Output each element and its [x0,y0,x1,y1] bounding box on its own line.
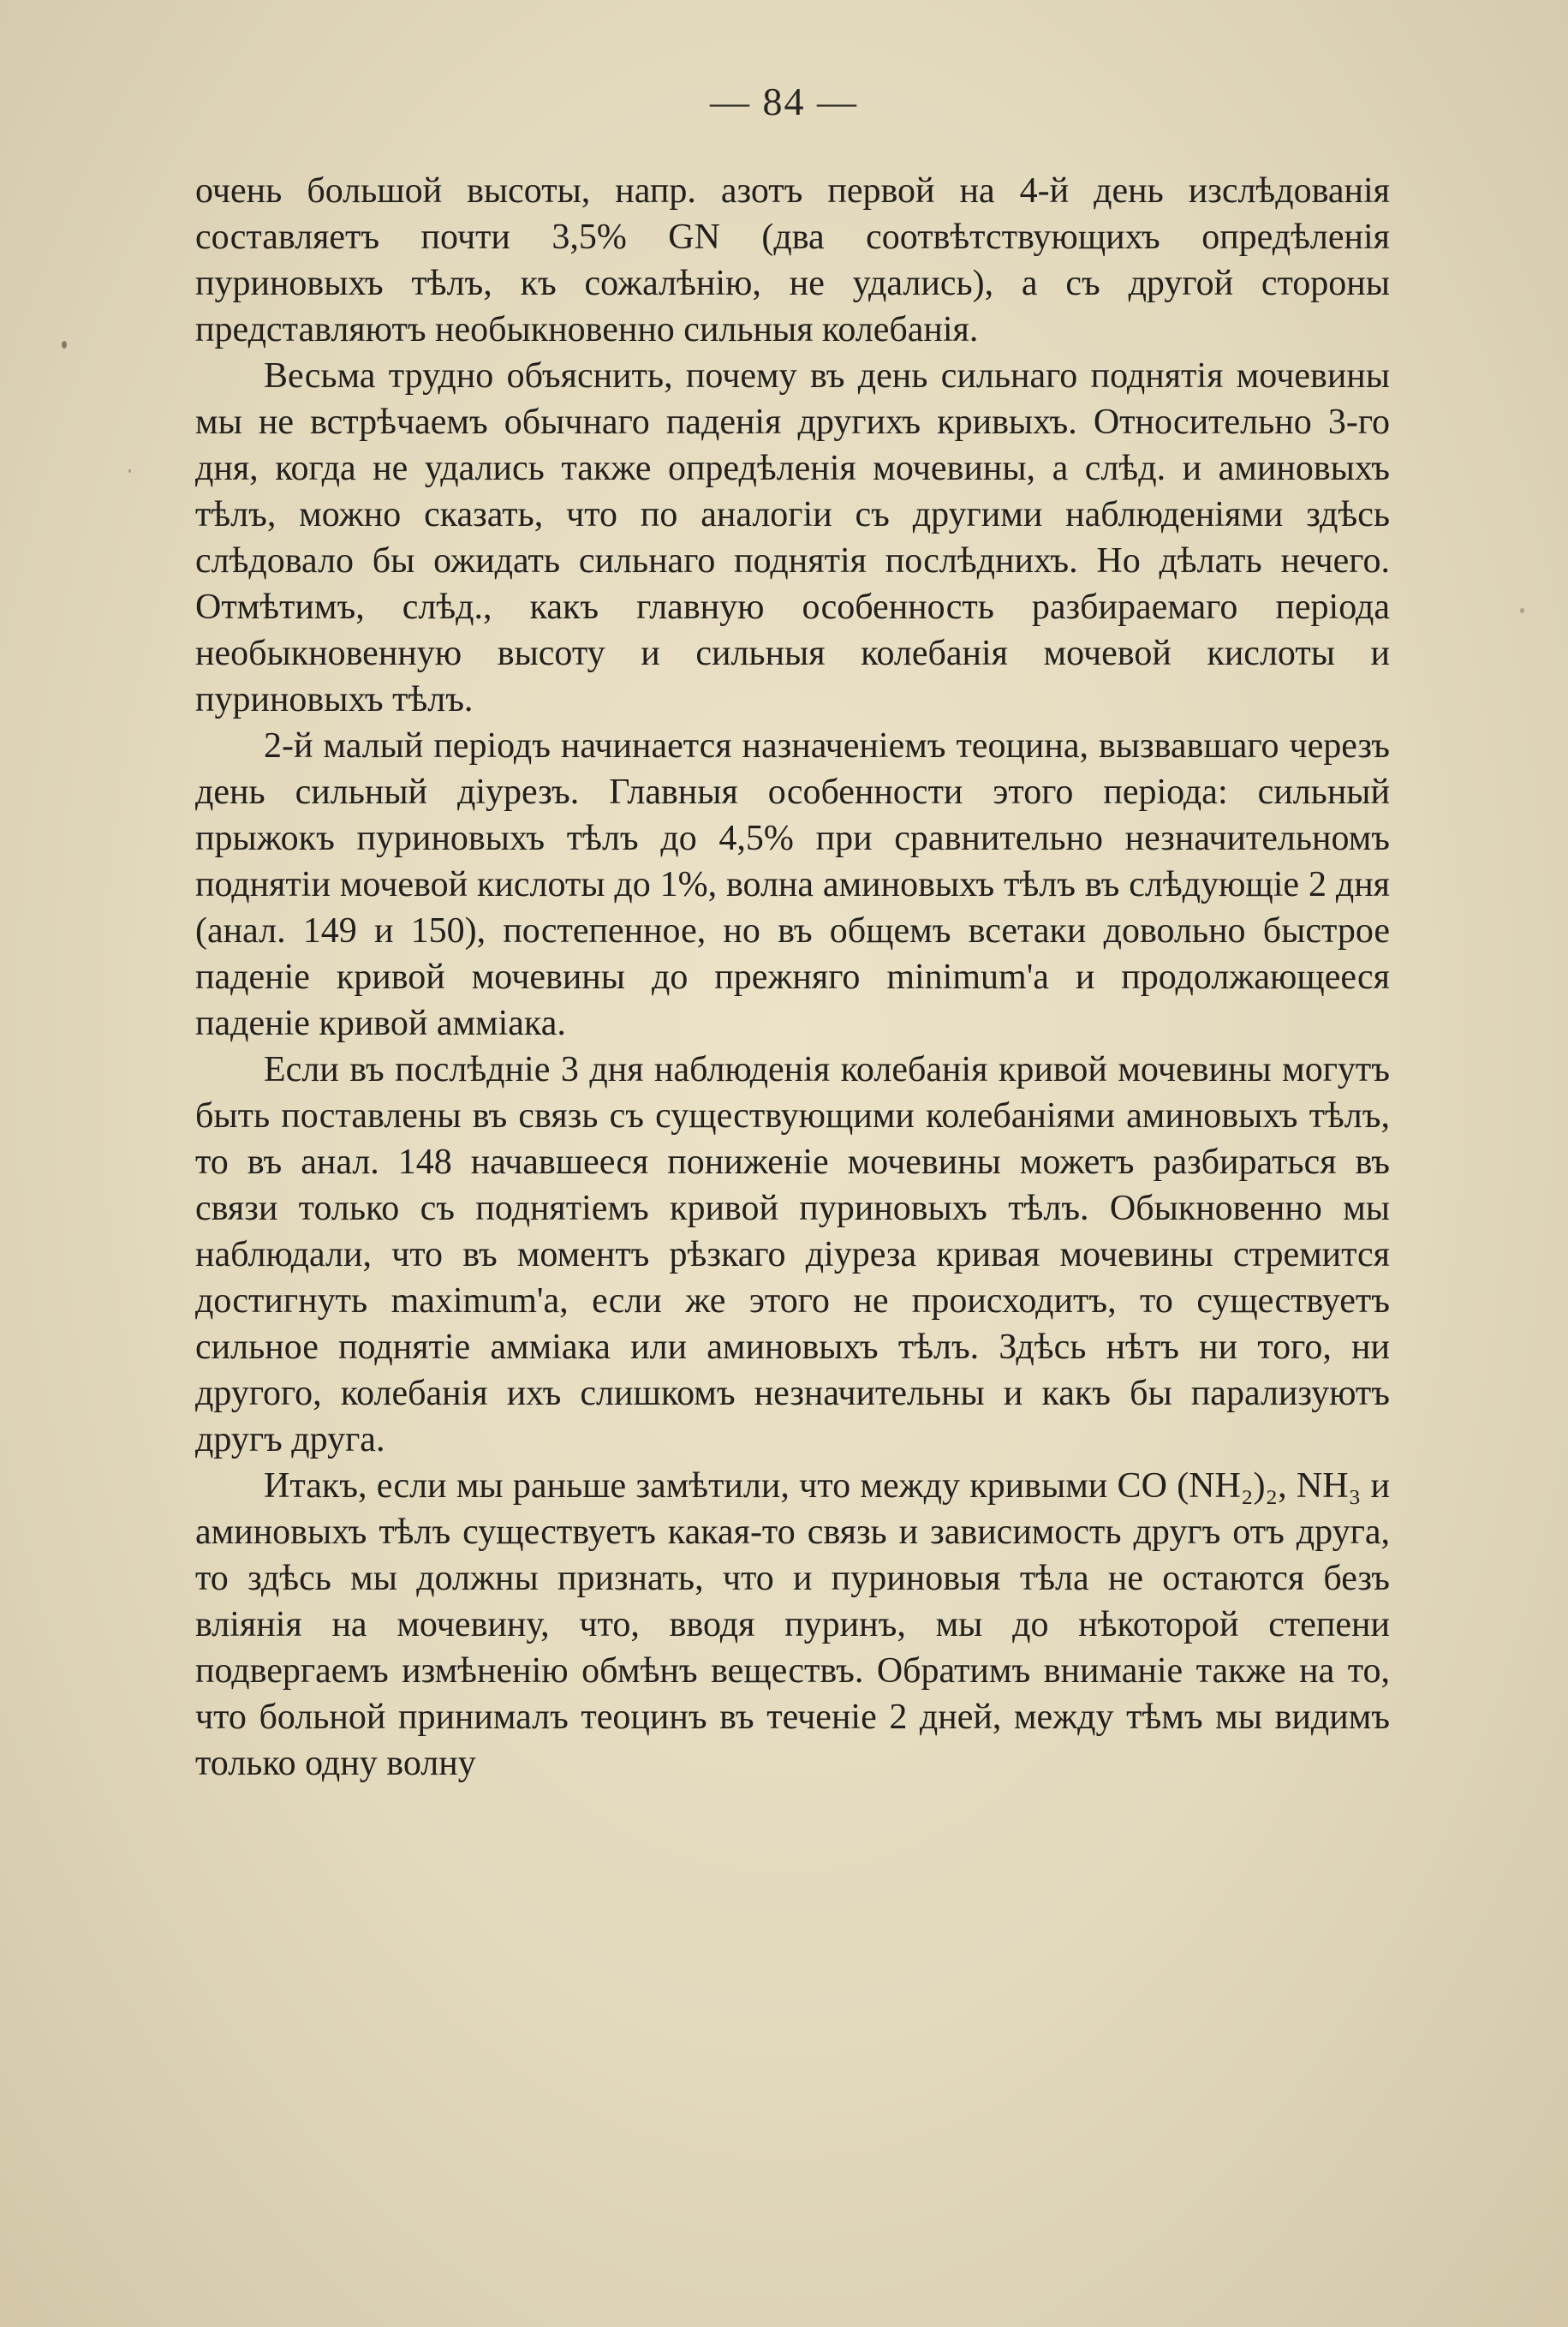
scan-speck [62,341,67,349]
paragraph-4: Если въ послѣдніе 3 дня наблюденія колебанія кривой мочевины могутъ быть поставлены въ связь съ существующими колебаніями аминовыхъ тѣлъ, то въ анал. 148 начавшееся пониженіе мочевины можетъ разбираться въ связи только съ поднятіемъ кривой пуриновыхъ тѣлъ. Обыкновенно мы наблюдали, что въ моментъ рѣзкаго діуреза кривая мочевины стремится достигнуть maximum'а, если же этого не происходитъ, то существуетъ сильное поднятіе амміака или аминовыхъ тѣлъ. Здѣсь нѣтъ ни того, ни другого, колебанія ихъ слишкомъ незначительны и какъ бы парализуютъ другъ друга. [195,1050,1390,1459]
paragraph-1: очень большой высоты, напр. азотъ первой на 4-й день изслѣдованія составляетъ почти 3,5% GN (два соотвѣтствующихъ опредѣленія пуриновыхъ тѣлъ, къ сожалѣнію, не удались), а съ другой стороны представляютъ необыкновенно сильныя колебанія. [195,171,1390,349]
paragraph-3: 2-й малый періодъ начинается назначеніемъ теоцина, вызвавшаго черезъ день сильный діурезъ. Главныя особенности этого періода: сильный прыжокъ пуриновыхъ тѣлъ до 4,5% при сравнительно незначительномъ поднятіи мочевой кислоты до 1%, волна аминовыхъ тѣлъ въ слѣдующіе 2 дня (анал. 149 и 150), постепенное, но въ общемъ всетаки довольно быстрое паденіе кривой мочевины до прежняго minimum'а и продолжающееся паденіе кривой амміака. [195,726,1390,1043]
scan-speck [128,469,131,473]
scan-speck [1520,608,1524,613]
paragraph-5: Итакъ, если мы раньше замѣтили, что между кривыми CO (NH₂)₂, NH₃ и аминовыхъ тѣлъ существуетъ какая-то связь и зависимость другъ отъ друга, то здѣсь мы должны признать, что и пуриновыя тѣла не остаются безъ вліянія на мочевину, что, вводя пуринъ, мы до нѣкоторой степени подвергаемъ измѣненію обмѣнъ веществъ. Обратимъ вниманіе также на то, что больной принималъ теоцинъ въ теченіе 2 дней, между тѣмъ мы видимъ только одну волну [195,1466,1390,1783]
paragraph-2: Весьма трудно объяснить, почему въ день сильнаго поднятія мочевины мы не встрѣчаемъ обычнаго паденія другихъ кривыхъ. Относительно 3-го дня, когда не удались также опредѣленія мочевины, а слѣд. и аминовыхъ тѣлъ, можно сказать, что по аналогіи съ другими наблюденіями здѣсь слѣдовало бы ожидать сильнаго поднятія послѣднихъ. Но дѣлать нечего. Отмѣтимъ, слѣд., какъ главную особенность разбираемаго періода необыкновенную высоту и сильныя колебанія мочевой кислоты и пуриновыхъ тѣлъ. [195,356,1390,719]
page-number: — 84 — [710,80,858,123]
body-text [195,168,1390,1787]
